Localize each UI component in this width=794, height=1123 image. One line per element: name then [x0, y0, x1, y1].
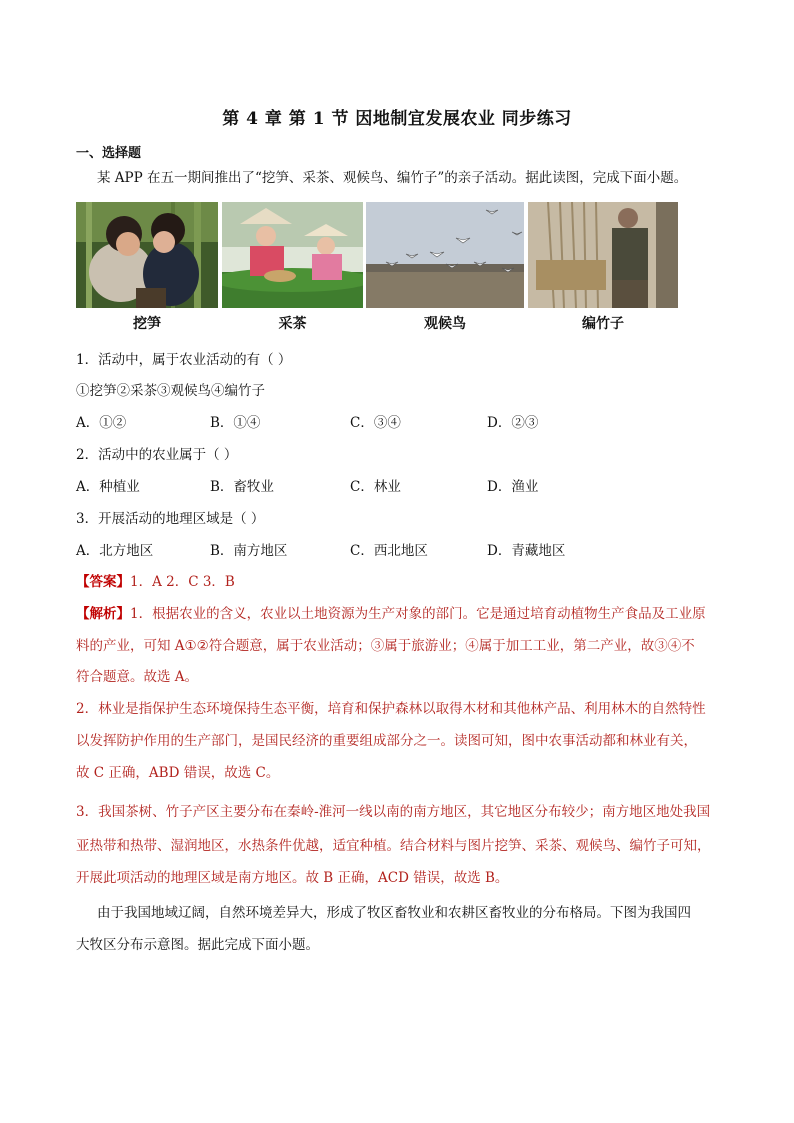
option: C．③④ [350, 415, 401, 431]
analysis-text: 1．根据农业的含义，农业以土地资源为生产对象的部门。它是通过培育动植物生产食品及工业原 [130, 606, 706, 622]
analysis-line [76, 602, 706, 622]
option: A．①② [76, 415, 127, 431]
option: A．北方地区 [76, 543, 154, 559]
page-title: 第 4 章 第 1 节 因地制宜发展农业 同步练习 [222, 109, 572, 129]
analysis-text: 开展此项活动的地理区域是南方地区。故 B 正确，ACD 错误，故选 B。 [76, 870, 509, 886]
analysis-label: 【解析】 [76, 606, 130, 622]
question-stem: 2．活动中的农业属于（ ） [76, 447, 238, 463]
migratory-birds-photo [366, 202, 524, 308]
question-intro: 某 APP 在五一期间推出了“挖笋、采茶、观候鸟、编竹子”的亲子活动。据此读图，完成下面小题。 [97, 170, 688, 186]
question-stem: 1．活动中，属于农业活动的有（ ） [76, 352, 292, 368]
option: B．①④ [210, 415, 261, 431]
question-sub: ①挖笋②采茶③观候鸟④编竹子 [76, 383, 265, 399]
analysis-text: 以发挥防护作用的生产部门，是国民经济的重要组成部分之一。读图可知，图中农事活动都和林业有关， [76, 733, 697, 749]
section-heading: 一、选择题 [76, 146, 142, 161]
analysis-text: 2．林业是指保护生态环境保持生态平衡，培育和保护森林以取得木材和其他林产品、利用林木的自然特性 [76, 701, 706, 717]
answer-text: 1．A 2．C 3．B [130, 574, 235, 590]
option: B．畜牧业 [210, 479, 274, 495]
image-caption: 观候鸟 [424, 316, 466, 332]
option: A．种植业 [76, 479, 140, 495]
answer-line [76, 570, 235, 590]
children-digging-bamboo-shoots-photo [76, 202, 218, 308]
analysis-text: 符合题意。故选 A。 [76, 669, 199, 685]
option: C．西北地区 [350, 543, 428, 559]
bamboo-weaving-photo [528, 202, 678, 308]
option: C．林业 [350, 479, 401, 495]
image-caption: 采茶 [278, 316, 307, 332]
image-caption: 挖笋 [133, 316, 161, 332]
next-question-intro: 由于我国地域辽阔，自然环境差异大，形成了牧区畜牧业和农耕区畜牧业的分布格局。下图为我国四 [97, 905, 691, 921]
question-stem: 3．开展活动的地理区域是（ ） [76, 511, 265, 527]
option: D．渔业 [487, 479, 539, 495]
answer-label: 【答案】 [76, 574, 130, 590]
analysis-text: 亚热带和热带、湿润地区，水热条件优越，适宜种植。结合材料与图片挖笋、采茶、观候鸟、编竹子可知， [76, 838, 711, 854]
analysis-text: 料的产业，可知 A①②符合题意，属于农业活动；③属于旅游业；④属于加工工业，第二产业，故③④不 [76, 638, 695, 654]
image-caption: 编竹子 [582, 316, 624, 332]
tea-picking-photo [222, 202, 363, 308]
analysis-text: 故 C 正确，ABD 错误，故选 C。 [76, 765, 280, 781]
next-question-intro: 大牧区分布示意图。据此完成下面小题。 [76, 937, 319, 953]
analysis-text: 3．我国茶树、竹子产区主要分布在秦岭-淮河一线以南的南方地区，其它地区分布较少；南方地区地处我国 [76, 804, 711, 820]
option: B．南方地区 [210, 543, 288, 559]
option: D．青藏地区 [487, 543, 566, 559]
option: D．②③ [487, 415, 539, 431]
